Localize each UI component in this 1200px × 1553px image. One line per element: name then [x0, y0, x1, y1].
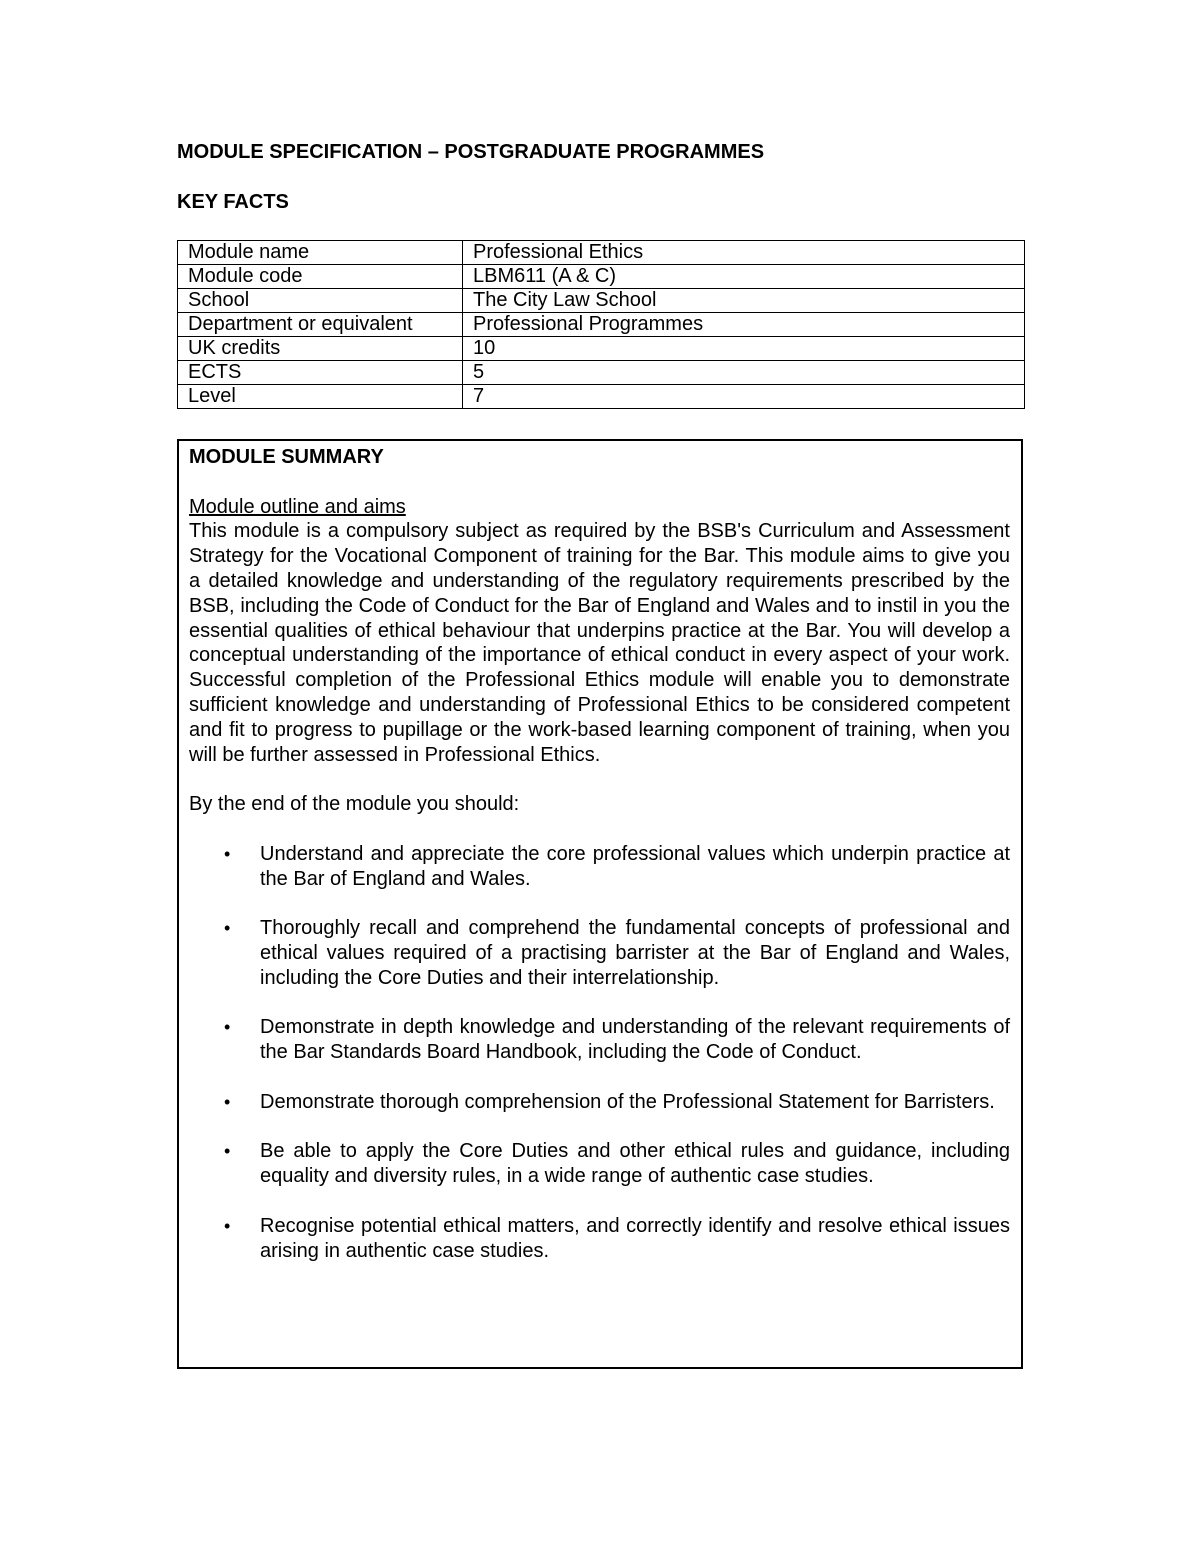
- key-fact-label: School: [178, 289, 463, 313]
- key-fact-label: Department or equivalent: [178, 313, 463, 337]
- bullet-icon: •: [224, 1215, 231, 1236]
- table-row: [178, 337, 1025, 361]
- outcome-text: Demonstrate thorough comprehension of the Professional Statement for Barristers.: [260, 1090, 995, 1113]
- module-summary-heading: MODULE SUMMARY: [189, 446, 384, 468]
- table-row: [178, 361, 1025, 385]
- key-fact-label: Module name: [178, 241, 463, 265]
- key-fact-value: Professional Programmes: [463, 313, 1025, 337]
- key-fact-value: The City Law School: [463, 289, 1025, 313]
- outcome-text: Recognise potential ethical matters, and correctly identify and resolve ethical issues arising in authentic case studies.: [260, 1214, 1010, 1262]
- key-fact-label: Level: [178, 385, 463, 409]
- key-facts-table: [177, 240, 1025, 409]
- outline-paragraph: This module is a compulsory subject as required by the BSB's Curriculum and Assessment Strategy for the Vocational Component of training for the Bar. This module aims to give you a detailed knowledge and understanding of the regulatory requirements prescribed by the BSB, including the Code of Conduct for the Bar of England and Wales and to instil in you the essential qualities of ethical behaviour that underpins practice at the Bar. You will develop a conceptual understanding of the importance of ethical conduct in every aspect of your work. Successful completion of the Professional Ethics module will enable you to demonstrate sufficient knowledge and understanding of Professional Ethics to be considered competent and fit to progress to pupillage or the work-based learning component of training, when you will be further assessed in Professional Ethics.: [189, 520, 1010, 766]
- bullet-icon: •: [224, 1017, 231, 1038]
- outcome-text: Thoroughly recall and comprehend the fundamental concepts of professional and ethical values required of a practising barrister at the Bar of England and Wales, including the Core Duties and their interrelationship.: [260, 917, 1010, 989]
- page-title: MODULE SPECIFICATION – POSTGRADUATE PROGRAMMES: [177, 141, 765, 163]
- outcome-text: Be able to apply the Core Duties and other ethical rules and guidance, including equality and diversity rules, in a wide range of authentic case studies.: [260, 1140, 1010, 1188]
- key-facts-heading: KEY FACTS: [177, 191, 289, 213]
- key-fact-value: 5: [463, 361, 1025, 385]
- list-item: [189, 1139, 1010, 1189]
- key-fact-label: ECTS: [178, 361, 463, 385]
- key-fact-value: 7: [463, 385, 1025, 409]
- list-item: [189, 1090, 1010, 1115]
- outcome-text: Demonstrate in depth knowledge and understanding of the relevant requirements of the Bar Standards Board Handbook, including the Code of Conduct.: [260, 1016, 1010, 1064]
- table-row: [178, 241, 1025, 265]
- list-item: [189, 842, 1010, 892]
- bullet-icon: •: [224, 843, 231, 864]
- outcome-text: Understand and appreciate the core professional values which underpin practice at the Bar of England and Wales.: [260, 842, 1010, 890]
- key-fact-value: 10: [463, 337, 1025, 361]
- outcomes-intro: By the end of the module you should:: [189, 793, 520, 816]
- list-item: [189, 1214, 1010, 1264]
- list-item: [189, 916, 1010, 990]
- module-summary-box: [177, 439, 1023, 1369]
- key-fact-value: Professional Ethics: [463, 241, 1025, 265]
- key-fact-label: UK credits: [178, 337, 463, 361]
- bullet-icon: •: [224, 918, 231, 939]
- outline-heading: Module outline and aims: [189, 495, 406, 518]
- key-fact-label: Module code: [178, 265, 463, 289]
- table-row: [178, 313, 1025, 337]
- key-fact-value: LBM611 (A & C): [463, 265, 1025, 289]
- table-row: [178, 385, 1025, 409]
- table-row: [178, 265, 1025, 289]
- list-item: [189, 1015, 1010, 1065]
- bullet-icon: •: [224, 1141, 231, 1162]
- outcomes-list: [189, 842, 1010, 1264]
- bullet-icon: •: [224, 1091, 231, 1112]
- table-row: [178, 289, 1025, 313]
